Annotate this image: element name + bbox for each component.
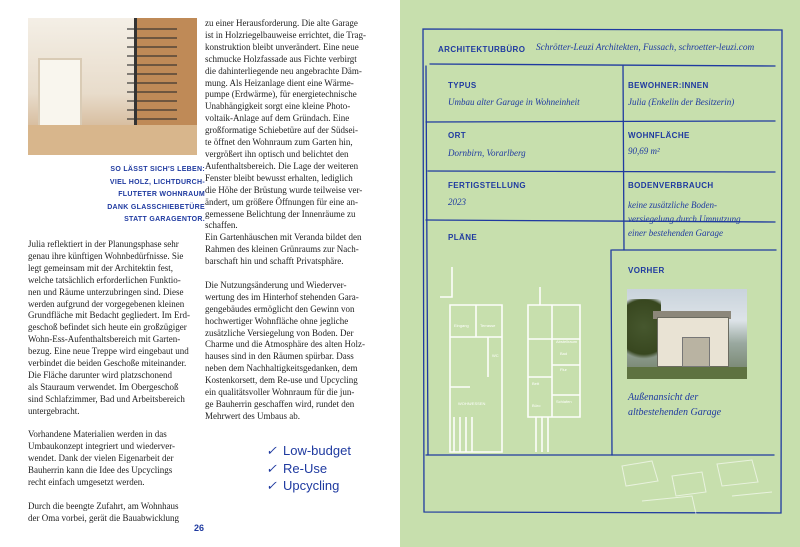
grid-line bbox=[623, 66, 624, 250]
text-line: ge Bauherrin geschaffen wird, rundet den bbox=[205, 398, 355, 409]
text-line: gemessene Belichtung der Innenräume zu bbox=[205, 208, 356, 219]
text-line: geschoß befindet sich heute ein großzügiger bbox=[28, 322, 187, 333]
text-line: mung. Als Heizanlage dient eine Wärme- bbox=[205, 77, 354, 88]
text-line: hauses sind in den Räumen spürbar. Dass bbox=[205, 351, 354, 362]
text-line: nen und Räume unterzubringen sind. Diese bbox=[28, 286, 184, 297]
text-line: legt gemeinsam mit der Architektin fest, bbox=[28, 262, 173, 273]
architekturbuero-label: ARCHITEKTURBÜRO bbox=[438, 45, 526, 54]
text-line: Fenster bleibt bewusst erhalten, lediglich bbox=[205, 172, 353, 183]
text-line: sind Schlafzimmer, Bad und Arbeitsbereich bbox=[28, 393, 185, 404]
vorher-caption: Außenansicht der altbestehenden Garage bbox=[628, 392, 722, 418]
bewohner-label: BEWOHNER:INNEN bbox=[628, 81, 709, 90]
grid-line bbox=[430, 64, 775, 66]
text-line: bezug. Eine neue Treppe wird eingebaut und bbox=[28, 346, 189, 357]
plan-label: Bad bbox=[560, 351, 568, 356]
text-line: neben dem Nachhaltigkeitsgedanken, dem bbox=[205, 363, 358, 374]
text-line: voltaik-Anlage auf dem Gründach. Eine bbox=[205, 113, 350, 124]
text-line: Die Fläche darunter wird platzschonend bbox=[28, 369, 172, 380]
text-line: Charme und die Atmosphäre des alten Holz- bbox=[205, 339, 365, 350]
photo-caption: SO LÄSST SICH'S LEBEN: VIEL HOLZ, LICHTDURCH- FLUTETER WOHNRAUM DANK GLASSCHIEBETÜRE STATT GARAGENTOR. bbox=[107, 166, 205, 223]
before-photo bbox=[627, 289, 747, 379]
text-line: ändert, um größere Öffnungen für eine an- bbox=[205, 196, 359, 207]
typus-label: TYPUS bbox=[448, 81, 477, 90]
text-line: vergrößert ihn optisch und belichtet den bbox=[205, 148, 349, 159]
plan-label: Terrasse bbox=[480, 323, 496, 328]
text-line: untergebracht. bbox=[28, 405, 80, 416]
text-line: Wohn-Ess-Aufenthaltsbereich mit Garten- bbox=[28, 334, 181, 345]
bodenverbrauch-value: keine zusätzliche Boden- versiegelung durch Umnutzung einer bestehenden Garage bbox=[628, 200, 741, 238]
check-item: ✓ Re-Use bbox=[266, 460, 328, 476]
text-line: genau ihre künftigen Wohnbedürfnisse. Sie bbox=[28, 250, 184, 261]
plan-label: Abstellraum bbox=[556, 339, 578, 344]
architekturbuero-value: Schrötter-Leuzi Architekten, Fussach, schroetter-leuzi.com bbox=[536, 43, 755, 53]
plan-label: Schlafen bbox=[556, 399, 572, 404]
check-icon: ✓ bbox=[266, 460, 277, 476]
fertigstellung-label: FERTIGSTELLUNG bbox=[448, 181, 527, 190]
text-line: Durch die beengte Zufahrt, am Wohnhaus bbox=[28, 500, 179, 511]
text-line: die Höhe der Brüstung wurde teilweise ver- bbox=[205, 184, 363, 195]
text-line: Umbaukonzept integriert und wiederver- bbox=[28, 441, 176, 452]
check-icon: ✓ bbox=[266, 443, 277, 458]
text-line: wendet. Dank der vielen Eigenarbeit der bbox=[28, 453, 174, 464]
text-line: die dahinterliegende neu angebrachte Däm- bbox=[205, 65, 362, 76]
text-line: ist in Holzriegelbauweise errichtet, die Trag- bbox=[205, 29, 366, 40]
text-line: als Stauraum verwendet. Im Obergeschoß bbox=[28, 381, 179, 392]
text-line: recht einfach umgesetzt werden. bbox=[28, 477, 145, 488]
text-line: Grundfläche mit Bedacht gegliedert. Im Erd- bbox=[28, 310, 190, 321]
text-line: pumpe (Erdwärme), für energietechnische bbox=[205, 89, 357, 100]
text-line: Ein Gartenhäuschen mit Veranda bildet den bbox=[205, 232, 362, 243]
text-line: Aufenthaltsbereich. Die Lage der weiteren bbox=[205, 160, 359, 171]
wohnflaeche-value: 90,69 m² bbox=[628, 146, 660, 156]
floor-plans bbox=[440, 267, 600, 463]
text-line: schmucke Holzfassade aus Fichte verbirgt bbox=[205, 53, 357, 64]
page-number: 26 bbox=[194, 523, 205, 533]
text-line: verbindet die beiden Geschoße miteinander. bbox=[28, 358, 187, 369]
typus-value: Umbau alter Garage in Wohneinheit bbox=[448, 97, 580, 107]
text-line: zu einer Herausforderung. Die alte Garage bbox=[205, 18, 358, 28]
text-line: Unabhängigkeit sorgt eine kleine Photo- bbox=[205, 101, 351, 112]
before-photo-tree bbox=[627, 299, 661, 369]
vorher-label: VORHER bbox=[628, 266, 665, 275]
plaene-label: PLÄNE bbox=[448, 233, 478, 242]
text-line: gengebäudes ermöglicht den Gewinn von bbox=[205, 303, 355, 314]
before-photo-grass bbox=[627, 367, 747, 379]
text-line: Julia reflektiert in der Planungsphase sehr bbox=[28, 239, 179, 249]
text-line: wertung des im Hinterhof stehenden Gara- bbox=[205, 291, 359, 302]
bewohner-value: Julia (Enkelin der Besitzerin) bbox=[628, 97, 735, 107]
plan-label: WOHN/ESSEN bbox=[458, 401, 486, 406]
plan-label: WC bbox=[492, 353, 499, 358]
text-line: konstruktion bleibt unverändert. Eine neue bbox=[205, 41, 359, 52]
text-line: barschaft hin und schafft Privatsphäre. bbox=[205, 256, 344, 267]
check-item: ✓ Upcycling bbox=[266, 478, 340, 493]
text-line: schaffen. bbox=[205, 220, 238, 231]
check-icon: ✓ bbox=[266, 478, 277, 493]
ort-value: Dornbirn, Vorarlberg bbox=[448, 148, 526, 158]
text-line: großformatige Schiebetüre auf der Südsei- bbox=[205, 125, 358, 136]
text-line: Rahmen des kleinen Grünraums zur Nach- bbox=[205, 244, 359, 255]
text-line: Mehrwert des Umbaus ab. bbox=[205, 410, 300, 421]
text-line: zusätzliche Versiegelung von Boden. Der bbox=[205, 327, 354, 338]
plan-label: Eingang bbox=[454, 323, 469, 328]
grid-line bbox=[426, 66, 428, 455]
text-line: welche tatsächlich erforderlichen Funktio- bbox=[28, 274, 181, 285]
grid-line bbox=[426, 121, 775, 122]
check-item: ✓ Low-budget bbox=[266, 443, 351, 458]
text-line: der Oma vorbei, gerät die Bauabwicklung bbox=[28, 512, 179, 523]
grid-line bbox=[428, 171, 775, 172]
wohnflaeche-label: WOHNFLÄCHE bbox=[628, 131, 690, 140]
before-photo-door bbox=[682, 337, 710, 367]
text-line: Kostenkorsett, dem Re-use und Upcycling bbox=[205, 375, 358, 386]
plan-og-outline bbox=[528, 305, 580, 417]
text-line: werden aufgrund der vorgegebenen kleinen bbox=[28, 298, 185, 309]
fertigstellung-value: 2023 bbox=[448, 197, 466, 207]
text-line: ein qualitätsvoller Wohnraum für die jun- bbox=[205, 387, 355, 398]
grid-line bbox=[611, 250, 612, 455]
text-line: hochwertiger Wohnfläche ohne jegliche bbox=[205, 315, 349, 326]
text-line: Bauherrin kann die Idee des Upcyclings bbox=[28, 465, 173, 476]
text-line: Die Nutzungsänderung und Wiederver- bbox=[205, 279, 347, 290]
text-line: Vorhandene Materialien werden in das bbox=[28, 429, 167, 440]
bodenverbrauch-label: BODENVERBRAUCH bbox=[628, 181, 714, 190]
plan-label: Flur bbox=[560, 367, 567, 372]
ort-label: ORT bbox=[448, 131, 467, 140]
site-map-sketch bbox=[612, 456, 782, 516]
plan-label: Büro bbox=[532, 403, 541, 408]
plan-label: Bett bbox=[532, 381, 540, 386]
text-line: te öffnet den Wohnraum zum Garten hin, bbox=[205, 137, 353, 148]
